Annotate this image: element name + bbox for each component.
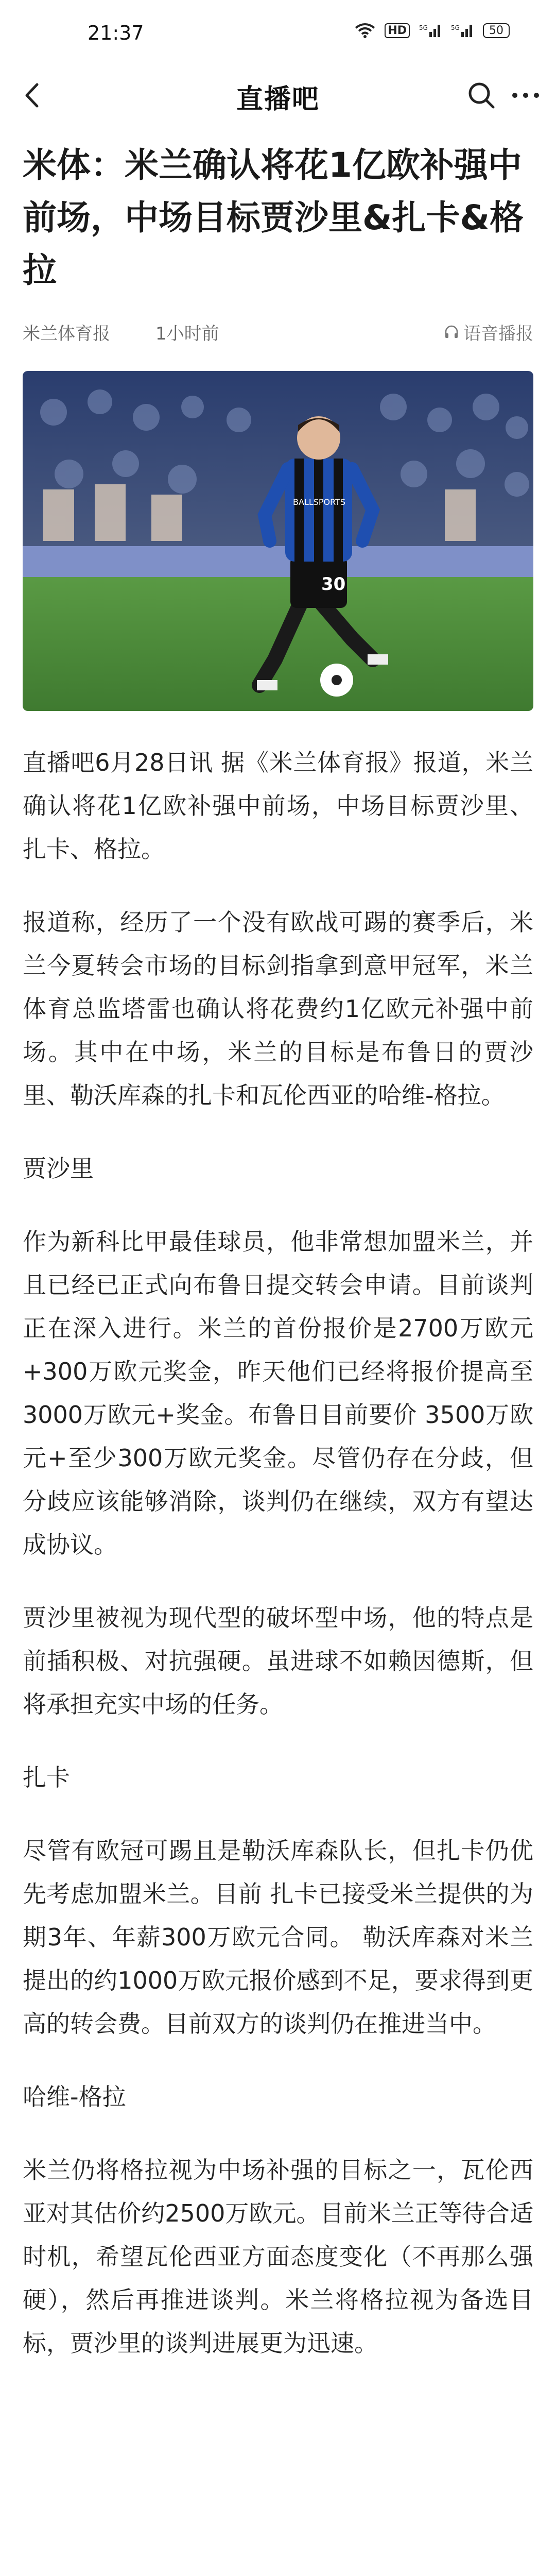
- battery-indicator: 50: [483, 23, 510, 38]
- nav-title: 直播吧: [236, 84, 320, 115]
- svg-text:30: 30: [321, 574, 346, 595]
- article-time: 1小时前: [155, 324, 219, 344]
- more-options-icon[interactable]: [508, 77, 544, 113]
- tts-label: 语音播报: [463, 324, 533, 344]
- article-meta: [23, 319, 533, 350]
- signal-icon: [419, 23, 442, 38]
- svg-text:5G: 5G: [419, 24, 428, 31]
- article-source[interactable]: 米兰体育报: [23, 324, 110, 344]
- paragraph-3: 作为新科比甲最佳球员，他非常想加盟米兰，并且已经已正式向布鲁日提交转会申请。目前谈判正在深入进行。米兰的首份报价是2700万欧元+300万欧元奖金，昨天他们已经将报价提高至3000万欧元+奖金。布鲁日目前要价 3500万欧元+至少300万欧元奖金。尽管仍存在分歧，但分歧应该能够消除，谈判仍在继续，双方有望达成协议。: [23, 1228, 533, 1558]
- paragraph-4: 贾沙里被视为现代型的破坏型中场，他的特点是前插积极、对抗强硬。虽进球不如赖因德斯，但将承担充实中场的任务。: [23, 1604, 533, 1718]
- section-heading-guerra: 哈维-格拉: [23, 2083, 126, 2111]
- paragraph-2: 报道称，经历了一个没有欧战可踢的赛季后，米兰今夏转会市场的目标剑指拿到意甲冠军，米兰体育总监塔雷也确认将花费约1亿欧元补强中前场。其中在中场，米兰的目标是布鲁日的贾沙里、勒沃库森的扎卡和瓦伦西亚的哈维-格拉。: [23, 908, 533, 1109]
- player-photo: [23, 371, 533, 711]
- search-icon[interactable]: [463, 77, 499, 113]
- tts-button[interactable]: [444, 319, 533, 345]
- paragraph-1: 直播吧6月28日讯 据《米兰体育报》报道，米兰确认将花1亿欧补强中前场，中场目标贾沙里、扎卡、格拉。: [23, 749, 533, 863]
- article: [23, 139, 533, 2365]
- paragraph-6: 米兰仍将格拉视为中场补强的目标之一，瓦伦西亚对其估价约2500万欧元。目前米兰正等待合适时机，希望瓦伦西亚方面态度变化（不再那么强硬），然后再推进谈判。米兰将格拉视为备选目标，贾沙里的谈判进展更为迅速。: [23, 2156, 533, 2357]
- status-icons: [355, 23, 510, 38]
- headphones-icon: [444, 325, 459, 340]
- paragraph-5: 尽管有欧冠可踢且是勒沃库森队长，但扎卡仍优先考虑加盟米兰。目前 扎卡已接受米兰提供的为期3年、年薪300万欧元合同。 勒沃库森对米兰提出的约1000万欧元报价感到不足，要求得到更高的转会费。目前双方的谈判仍在推进当中。: [23, 1837, 533, 2038]
- svg-text:BALLSPORTS: BALLSPORTS: [293, 497, 346, 507]
- status-time: 21:37: [88, 22, 144, 44]
- hero-image[interactable]: [23, 371, 533, 711]
- hd-badge: HD: [385, 23, 410, 38]
- article-headline: 米体：米兰确认将花1亿欧补强中前场，中场目标贾沙里&扎卡&格拉: [23, 145, 524, 290]
- status-bar: [0, 0, 556, 62]
- section-heading-jashari: 贾沙里: [23, 1155, 94, 1182]
- nav-bar: [0, 62, 556, 129]
- section-heading-xhaka: 扎卡: [23, 1764, 70, 1791]
- svg-text:5G: 5G: [451, 24, 460, 31]
- signal-icon-2: [451, 23, 474, 38]
- wifi-icon: [355, 23, 375, 38]
